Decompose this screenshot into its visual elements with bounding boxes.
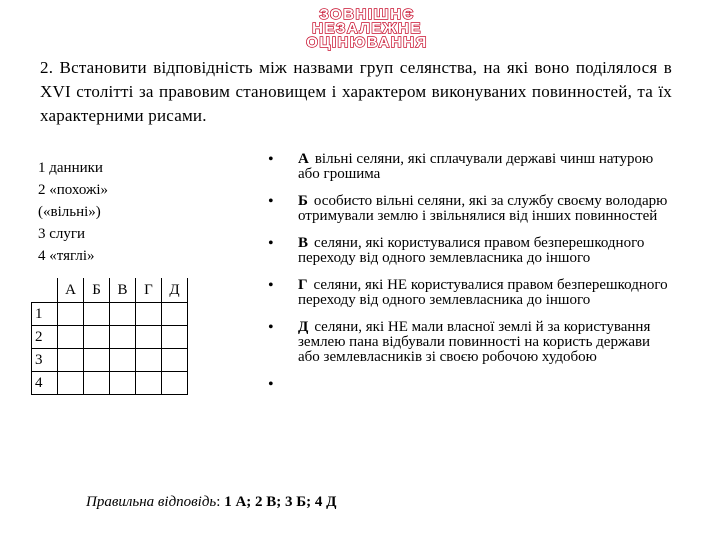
characteristic-text: вільні селяни, які сплачували державі чинш натурою або грошима [298, 151, 654, 182]
grid-cell[interactable] [58, 326, 84, 349]
group-item: 4 «тяглі» [38, 248, 95, 264]
characteristic-letter: Д [298, 319, 309, 335]
grid-cell[interactable] [58, 372, 84, 395]
grid-header-row [32, 278, 188, 303]
grid-cell[interactable] [136, 372, 162, 395]
characteristic-item-empty [268, 377, 668, 392]
grid-corner [32, 278, 58, 303]
characteristic-letter: Г [298, 277, 308, 293]
grid-col-d: Д [162, 278, 188, 303]
bullet-icon: • [268, 235, 274, 252]
grid-cell[interactable] [84, 303, 110, 326]
group-item: («вільні») [38, 204, 101, 220]
grid-cell[interactable] [58, 349, 84, 372]
bullet-icon: • [268, 151, 274, 168]
characteristic-letter: А [298, 151, 309, 167]
logo-line-3: ОЦІНЮВАННЯ [306, 34, 428, 51]
grid-cell[interactable] [136, 303, 162, 326]
peasant-groups-list [38, 157, 198, 267]
characteristic-text: селяни, які НЕ мали власної землі й за користування землею пана відбували повинності на користь держави або землевласників зі своєю робочою худобою [298, 319, 651, 365]
answer-grid [31, 278, 188, 395]
grid-cell[interactable] [110, 372, 136, 395]
characteristic-item [268, 194, 668, 224]
grid-cell[interactable] [110, 303, 136, 326]
grid-row [32, 326, 188, 349]
bullet-icon: • [268, 376, 274, 393]
grid-col-a: А [58, 278, 84, 303]
characteristic-item [268, 236, 668, 266]
grid-row [32, 349, 188, 372]
logo-line-2: НЕЗАЛЕЖНЕ [312, 20, 422, 37]
grid-cell[interactable] [84, 372, 110, 395]
logo-line-1: ЗОВНІШНЄ [319, 6, 415, 23]
characteristic-text: особисто вільні селяни, які за службу своєму володарю отримували землю і звільнялися від інших повинностей [298, 193, 668, 224]
group-item: 3 слуги [38, 226, 86, 242]
group-item: 1 данники [38, 160, 103, 176]
grid-row-3: 3 [32, 349, 58, 372]
grid-cell[interactable] [136, 326, 162, 349]
bullet-icon: • [268, 193, 274, 210]
grid-cell[interactable] [84, 326, 110, 349]
grid-cell[interactable] [162, 303, 188, 326]
grid-col-b: Б [84, 278, 110, 303]
grid-row-2: 2 [32, 326, 58, 349]
characteristic-text: селяни, які НЕ користувалися правом безперешкодного переходу від одного землевласника до іншого [298, 277, 668, 308]
grid-row [32, 372, 188, 395]
bullet-icon: • [268, 277, 274, 294]
grid-cell[interactable] [162, 372, 188, 395]
characteristic-item [268, 320, 668, 365]
grid-cell[interactable] [136, 349, 162, 372]
correct-answer [86, 494, 337, 511]
grid-cell[interactable] [110, 326, 136, 349]
grid-row [32, 303, 188, 326]
zno-logo [262, 8, 472, 52]
characteristic-item [268, 278, 668, 308]
bullet-icon: • [268, 319, 274, 336]
grid-cell[interactable] [84, 349, 110, 372]
question-text: 2. Встановити відповідність між назвами груп селянства, на які воно поділялося в XVI столітті за правовим становищем і характером виконуваних повинностей, та їх характерними рисами. [40, 58, 672, 125]
grid-cell[interactable] [110, 349, 136, 372]
characteristic-letter: В [298, 235, 309, 251]
grid-col-h: Г [136, 278, 162, 303]
grid-cell[interactable] [162, 326, 188, 349]
characteristic-text: селяни, які користувалися правом безперешкодного переходу від одного землевласника до іншого [298, 235, 645, 266]
answer-separator: : [216, 494, 221, 510]
characteristics-list [268, 152, 668, 404]
characteristic-item [268, 152, 668, 182]
grid-cell[interactable] [162, 349, 188, 372]
grid-cell[interactable] [58, 303, 84, 326]
grid-col-v: В [110, 278, 136, 303]
answer-label: Правильна відповідь [86, 494, 217, 510]
answer-value: 1 А; 2 В; 3 Б; 4 Д [224, 494, 337, 510]
group-item: 2 «похожі» [38, 182, 108, 198]
grid-row-4: 4 [32, 372, 58, 395]
grid-row-1: 1 [32, 303, 58, 326]
characteristic-letter: Б [298, 193, 308, 209]
